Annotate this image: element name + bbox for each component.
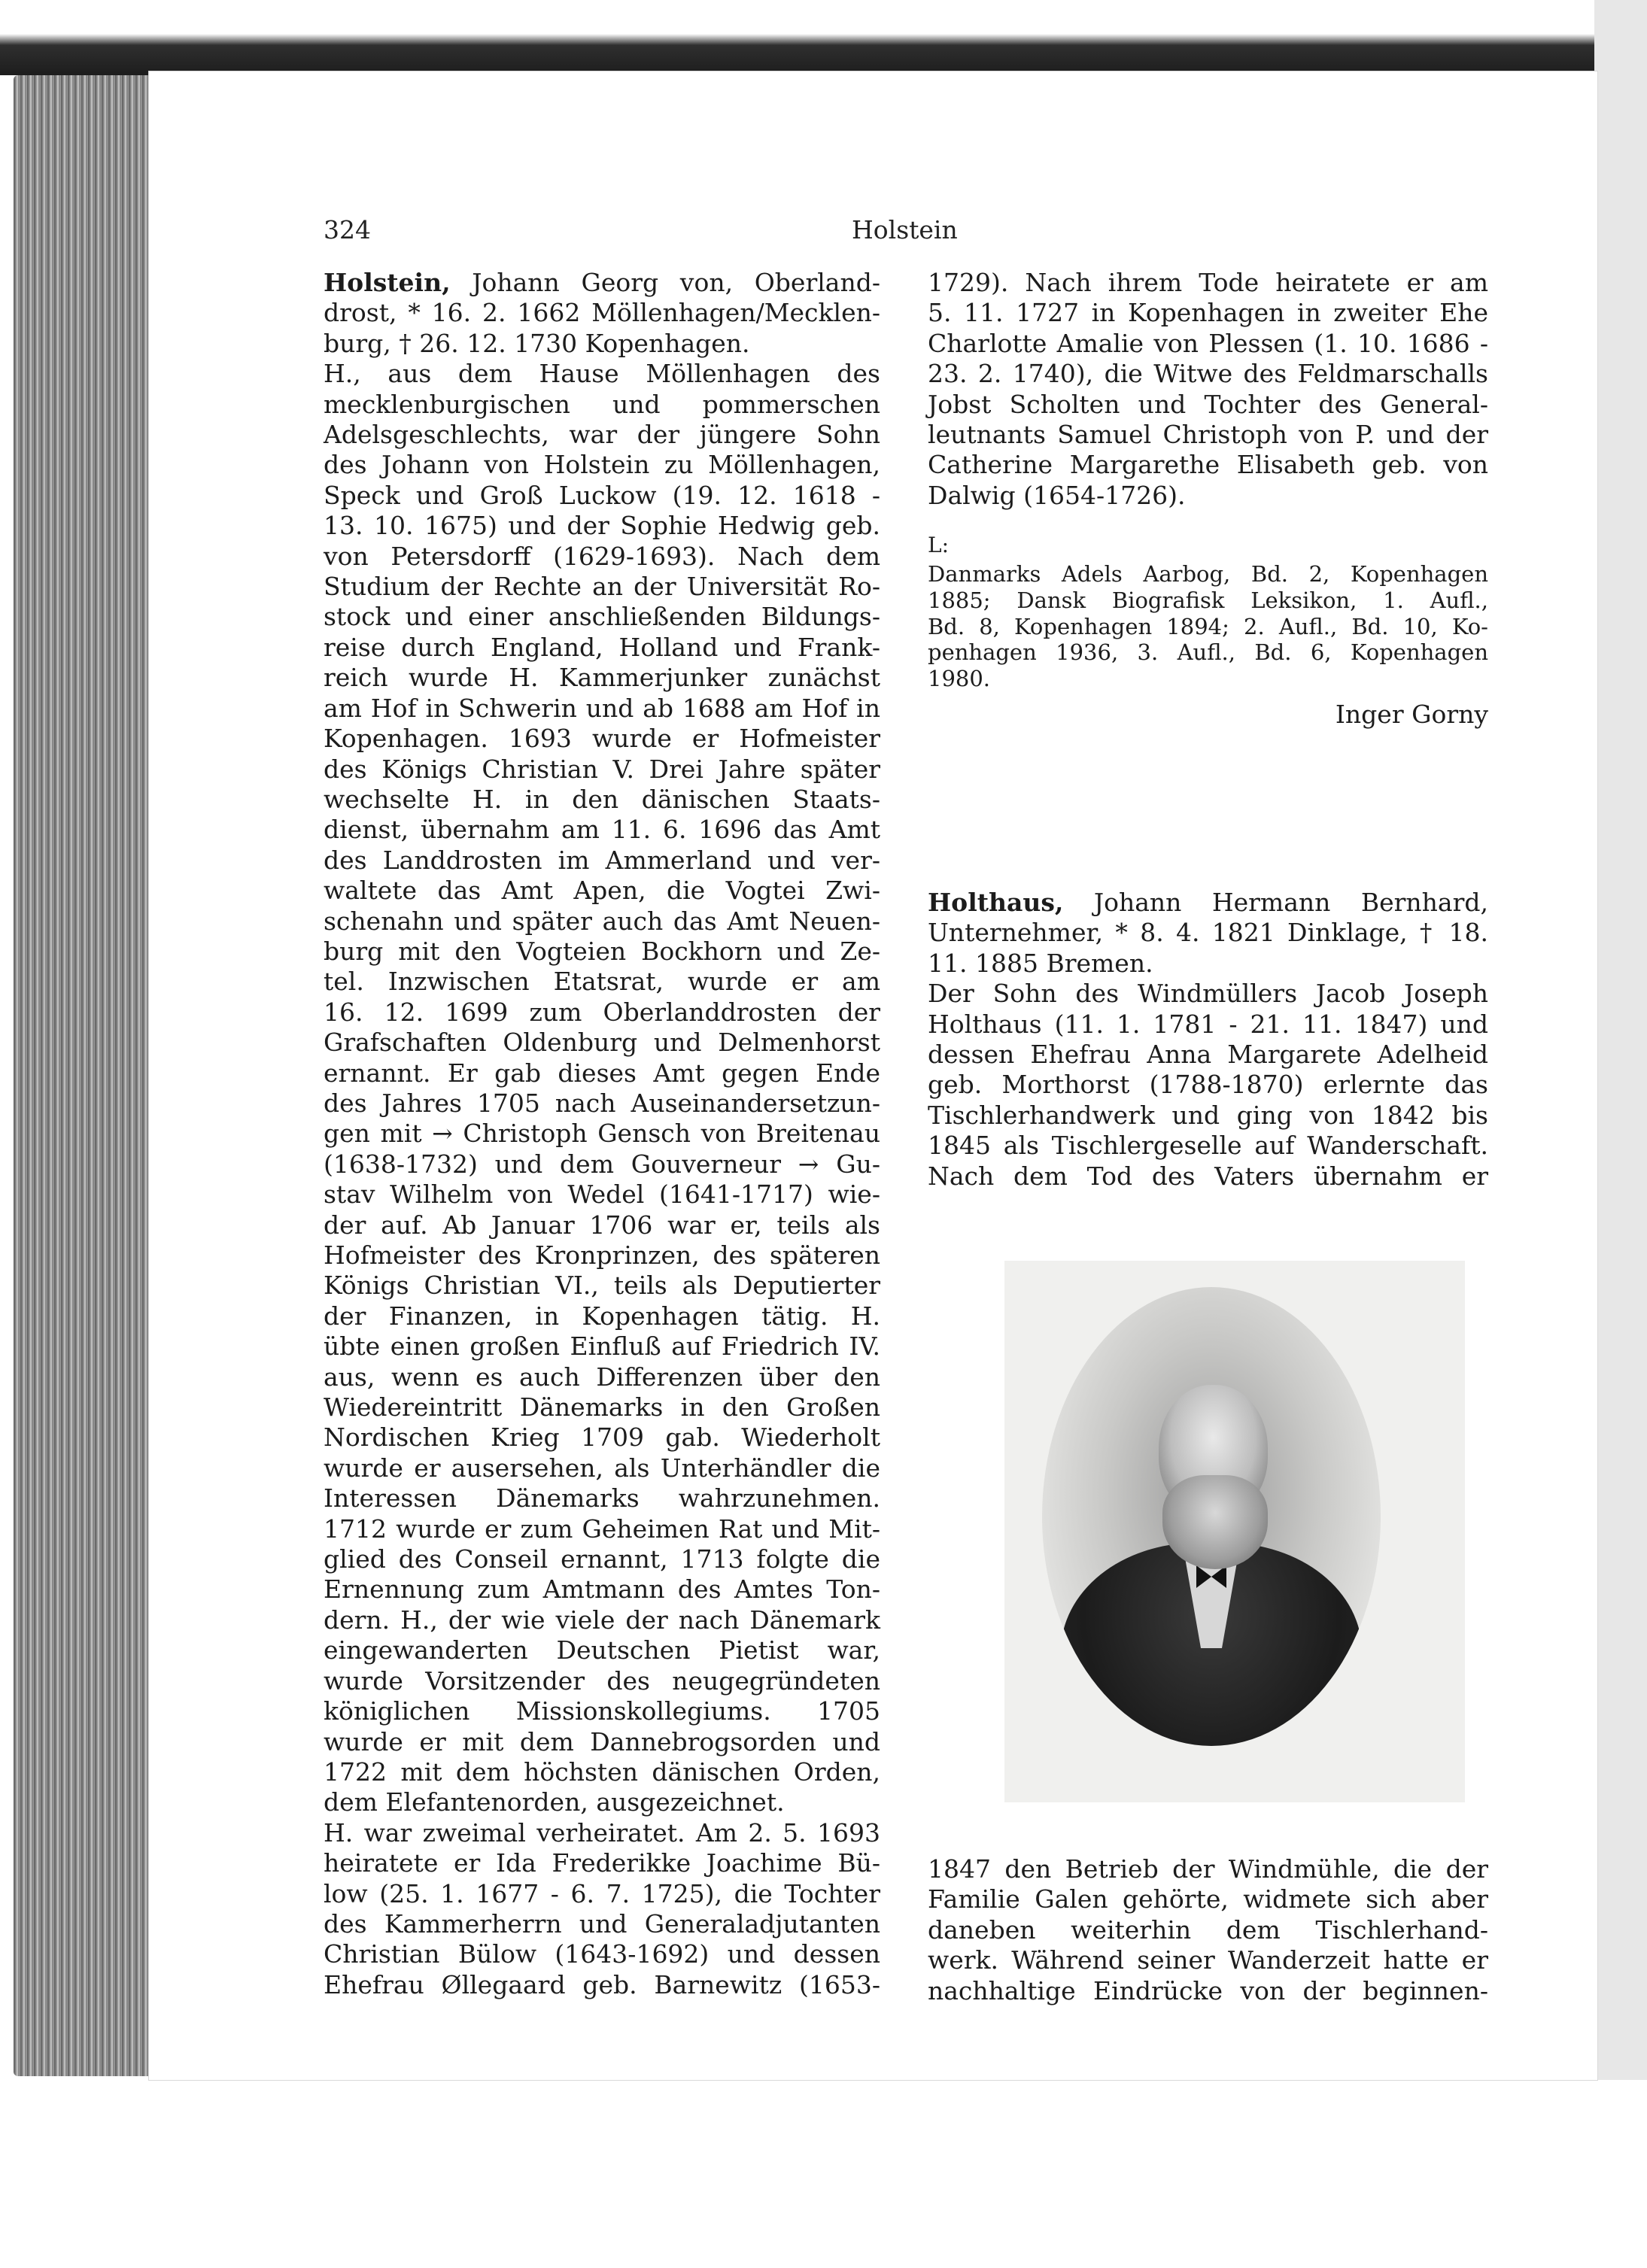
entry-headword: Holstein, [324,268,451,297]
text-line: am Hof in Schwerin und ab 1688 am Hof in [324,693,880,723]
portrait-oval-frame [1042,1287,1381,1746]
text-line: Holthaus (11. 1. 1781 - 21. 11. 1847) und [928,1009,1488,1039]
text-line: Nach dem Tod des Vaters übernahm er [928,1161,1488,1191]
text-line: drost, * 16. 2. 1662 Möllenhagen/Mecklen- [324,298,880,328]
text-line: des Landdrosten im Ammerland und ver- [324,845,880,875]
text-line: aus, wenn es auch Differenzen über den [324,1362,880,1392]
text-line: tel. Inzwischen Etatsrat, wurde er am [324,967,880,997]
text-line: Kopenhagen. 1693 wurde er Hofmeister [324,724,880,754]
text-line: Speck und Groß Luckow (19. 12. 1618 - [324,480,880,510]
text-line: wurde er mit dem Dannebrogsorden und [324,1726,880,1756]
entry-author: Inger Gorny [1335,700,1488,729]
text-line: Interessen Dänemarks wahrzunehmen. [324,1483,880,1514]
text-line [928,888,1488,918]
text-line: 1847 den Betrieb der Windmühle, die der [928,1854,1488,1884]
literature-line: 1980. [928,666,991,692]
text-line: des Königs Christian V. Drei Jahre später [324,754,880,784]
text-line: daneben weiterhin dem Tischlerhand- [928,1914,1488,1945]
literature-line: penhagen 1936, 3. Aufl., Bd. 6, Kopenhagen [928,639,1488,666]
text-line: 23. 2. 1740), die Witwe des Feldmarschalls [928,359,1488,389]
scan-background [0,2080,1647,2268]
text-line: stav Wilhelm von Wedel (1641-1717) wie- [324,1180,880,1210]
text-line: des Kammerherrn und Generaladjutanten [324,1908,880,1939]
text-line: burg, † 26. 12. 1730 Kopenhagen. [324,328,750,358]
literature-label: L: [928,533,950,557]
text-line: Tischlerhandwerk und ging von 1842 bis [928,1100,1488,1130]
text-line: dienst, übernahm am 11. 6. 1696 das Amt [324,815,880,845]
portrait-photo [1004,1261,1465,1802]
book-cover-right [1594,0,1647,2268]
text-line: Christian Bülow (1643-1692) und dessen [324,1939,880,1969]
literature-line: Bd. 8, Kopenhagen 1894; 2. Aufl., Bd. 10, Ko- [928,613,1488,639]
text-line: Königs Christian VI., teils als Deputierter [324,1271,880,1301]
literature-line: Danmarks Adels Aarbog, Bd. 2, Kopenhagen [928,561,1488,587]
literature-line: 1885; Dansk Biografisk Leksikon, 1. Aufl., [928,587,1488,613]
text-line: schenahn und später auch das Amt Neuen- [324,906,880,936]
text-line: Hofmeister des Kronprinzen, des späteren [324,1240,880,1270]
text-line: Nordischen Krieg 1709 gab. Wiederholt [324,1422,880,1453]
text-line: königlichen Missionskollegiums. 1705 [324,1696,880,1726]
text-line: glied des Conseil ernannt, 1713 folgte die [324,1544,880,1574]
text-line: leutnants Samuel Christoph von P. und der [928,420,1488,450]
text-line: 1729). Nach ihrem Tode heiratete er am [928,268,1488,297]
text-line: der auf. Ab Januar 1706 war er, teils als [324,1210,880,1240]
text-line: des Johann von Holstein zu Möllenhagen, [324,450,880,480]
text-line: Der Sohn des Windmüllers Jacob Joseph [928,979,1488,1009]
entry-first-line: Johann Georg von, Oberland- [450,268,880,297]
text-line: Studium der Rechte an der Universität Ro- [324,572,880,602]
holthaus-entry-text [928,888,1488,1192]
text-line: gen mit → Christoph Gensch von Breitenau [324,1119,880,1149]
text-line: Grafschaften Oldenburg und Delmenhorst [324,1028,880,1058]
text-line: waltete das Amt Apen, die Vogtei Zwi- [324,876,880,906]
text-line: wurde Vorsitzender des neugegründeten [324,1665,880,1696]
text-line: Dalwig (1654-1726). [928,480,1186,510]
holthaus-entry-continued [928,1854,1488,2006]
book-cover-top [0,0,1647,75]
text-line: Unternehmer, * 8. 4. 1821 Dinklage, † 18. [928,918,1488,948]
text-line: Familie Galen gehörte, widmete sich aber [928,1884,1488,1914]
text-line: burg mit den Vogteien Bockhorn und Ze- [324,936,880,966]
text-line: 1712 wurde er zum Geheimen Rat und Mit- [324,1514,880,1544]
text-line: 16. 12. 1699 zum Oberlanddrosten der [324,997,880,1027]
text-line: des Jahres 1705 nach Auseinandersetzun- [324,1088,880,1118]
text-line: 13. 10. 1675) und der Sophie Hedwig geb. [324,511,880,541]
text-line: Charlotte Amalie von Plessen (1. 10. 1686 - [928,328,1488,358]
text-line: heiratete er Ida Frederikke Joachime Bü- [324,1848,880,1878]
literature-text [928,561,1488,692]
text-line: übte einen großen Einfluß auf Friedrich IV. [324,1331,880,1362]
text-line: werk. Während seiner Wanderzeit hatte er [928,1945,1488,1975]
right-column-continuation [928,268,1488,511]
entry-headword: Holthaus, [928,888,1064,917]
running-head: Holstein [852,215,958,244]
left-column-text [324,268,880,2000]
text-line: H., aus dem Hause Möllenhagen des [324,359,880,389]
text-line: 5. 11. 1727 in Kopenhagen in zweiter Ehe [928,298,1488,328]
book-page-stack [14,75,149,2076]
text-line: ernannt. Er gab dieses Amt gegen Ende [324,1058,880,1088]
text-line: eingewanderten Deutschen Pietist war, [324,1635,880,1665]
text-line: Jobst Scholten und Tochter des General- [928,389,1488,419]
text-line: reise durch England, Holland und Frank- [324,632,880,662]
text-line: der Finanzen, in Kopenhagen tätig. H. [324,1301,880,1331]
entry-first-line: Johann Hermann Bernhard, [1063,888,1488,917]
text-line: dern. H., der wie viele der nach Dänemark [324,1605,880,1635]
text-line: nachhaltige Eindrücke von der beginnen- [928,1975,1488,2005]
text-line: wechselte H. in den dänischen Staats- [324,784,880,814]
text-line: Adelsgeschlechts, war der jüngere Sohn [324,420,880,450]
text-line: von Petersdorff (1629-1693). Nach dem [324,541,880,571]
text-line: Ernennung zum Amtmann des Amtes Ton- [324,1574,880,1605]
text-line: reich wurde H. Kammerjunker zunächst [324,663,880,693]
text-line: dem Elefantenorden, ausgezeichnet. [324,1787,785,1817]
text-line: dessen Ehefrau Anna Margarete Adelheid [928,1040,1488,1070]
text-line: 1845 als Tischlergeselle auf Wanderschaft. [928,1131,1488,1161]
text-line: Wiedereintritt Dänemarks in den Großen [324,1392,880,1422]
text-line: Catherine Margarethe Elisabeth geb. von [928,450,1488,480]
page-number: 324 [324,215,371,244]
text-line: H. war zweimal verheiratet. Am 2. 5. 1693 [324,1817,880,1847]
text-line: 11. 1885 Bremen. [928,948,1153,978]
text-line: mecklenburgischen und pommerschen [324,389,880,419]
text-line: (1638-1732) und dem Gouverneur → Gu- [324,1149,880,1179]
text-line: Ehefrau Øllegaard geb. Barnewitz (1653- [324,1969,880,1999]
text-line: geb. Morthorst (1788-1870) erlernte das [928,1070,1488,1100]
text-line: 1722 mit dem höchsten dänischen Orden, [324,1756,880,1787]
text-line [324,268,880,298]
text-line: stock und einer anschließenden Bildungs- [324,602,880,632]
text-line: wurde er ausersehen, als Unterhändler die [324,1453,880,1483]
portrait-beard [1162,1475,1268,1569]
text-line: low (25. 1. 1677 - 6. 7. 1725), die Tochter [324,1878,880,1908]
